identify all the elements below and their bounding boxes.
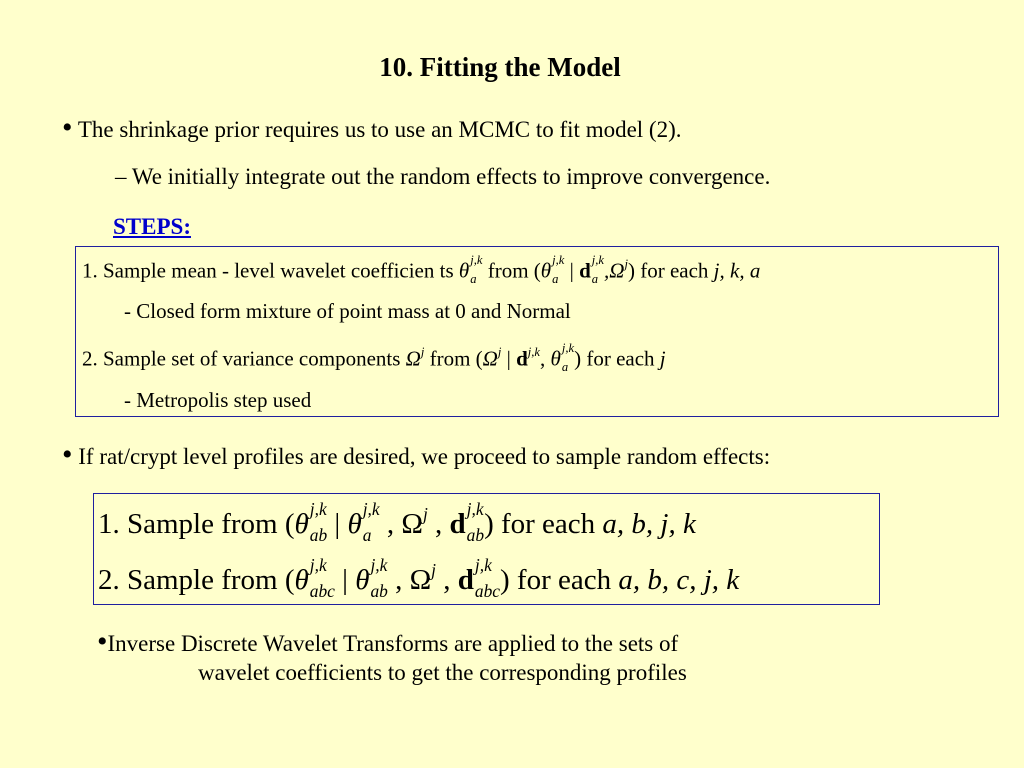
bullet-icon: • [62, 438, 73, 471]
bullet-2-text: If rat/crypt level profiles are desired, we proceed to sample random effects: [78, 444, 771, 469]
steps-label: STEPS: [113, 214, 191, 239]
random-effects-step-1: 1. Sample from (θ j,k ab | θ j,k a , $\Omega^j$ , d j,k ab ) for each a, b, j, k [98, 499, 696, 546]
steps-box [75, 246, 999, 417]
step-1-equation: 1. Sample mean - level wavelet coefficien ts θ j,k a from (θ j,k a | d j,k a $,\Omega^j$) for each j, k, a [82, 253, 761, 287]
bullet-3 [97, 627, 678, 657]
step-2-note: - Metropolis step used [124, 388, 312, 412]
bullet-3-text: Inverse Discrete Wavelet Transforms are applied to the sets of [107, 631, 679, 656]
step-2-equation: 2. Sample set of variance components $\Omega^j$ from ($\Omega^j$ | $d^{j,k}$, θ j,k a ) for each j [82, 341, 666, 375]
step-1-note: - Closed form mixture of point mass at 0 and Normal [124, 299, 571, 323]
bullet-icon: • [97, 625, 108, 658]
bullet-1 [62, 113, 682, 143]
random-effects-step-2: 2. Sample from (θ j,k abc | θ j,k ab , $\Omega^j$ , d j,k abc ) for each a, b, c, j, k [98, 555, 740, 602]
random-effects-box [93, 493, 880, 605]
slide-title: 10. Fitting the Model [379, 52, 621, 82]
bullet-2 [62, 440, 770, 470]
bullet-1-text: The shrinkage prior requires us to use an MCMC to fit model (2). [77, 117, 682, 142]
bullet-icon: • [62, 111, 73, 144]
sub-bullet-1: – We initially integrate out the random effects to improve convergence. [115, 164, 771, 189]
bullet-3-continuation: wavelet coefficients to get the corresponding profiles [198, 660, 687, 685]
